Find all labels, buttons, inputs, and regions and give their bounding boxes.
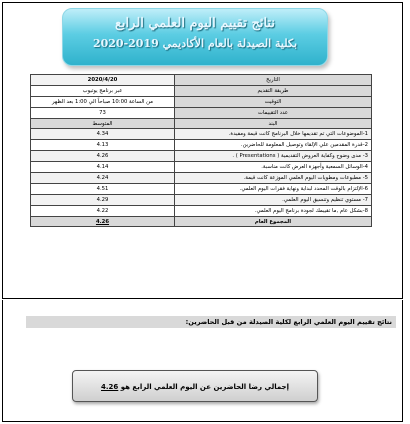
table-row: [31, 162, 372, 173]
info-row-method: [31, 85, 372, 96]
results-table: [30, 74, 372, 227]
average-header: المتوسط: [31, 118, 175, 129]
summary-text: إجمالي رضا الحاضرين عن اليوم العلمي الرابع هو: [120, 383, 289, 391]
item-text: 3- مدى وضوح وكفاية العروض التقديمية ( Presentations ) .: [175, 151, 372, 162]
item-header: البند: [175, 118, 372, 129]
summary-value: 4.26: [101, 383, 119, 391]
table-header: [31, 118, 372, 129]
banner-subtitle: بكلية الصيدلة بالعام الأكاديمي 2019-2020: [92, 37, 298, 50]
item-text: 8-بشكل عام ,ما تقييمك لجودة برنامج اليوم العلمي.: [175, 205, 372, 216]
info-row-time: [31, 96, 372, 107]
info-label: التوقيت: [175, 96, 372, 107]
info-row-count: [31, 107, 372, 118]
summary-box: [72, 370, 318, 402]
info-value: عبر برنامج يوتيوب: [31, 85, 175, 96]
item-score: 4.34: [31, 129, 175, 140]
info-label: عدد التقييمات: [175, 107, 372, 118]
info-value: من الساعة 10:00 صباحاً الي 1:00 بعد الظهر: [31, 96, 175, 107]
title-banner: [62, 8, 328, 66]
table-row: [31, 194, 372, 205]
total-row: [31, 216, 372, 227]
table-row: [31, 140, 372, 151]
item-text: 5- مطبوعات ومطويات اليوم العلمي الموزعة كانت قيمة.: [175, 173, 372, 184]
item-score: 4.26: [31, 151, 175, 162]
item-text: 2-قدرة المقدمين علي الإلقاء وتوصيل المعلومة للحاضرين.: [175, 140, 372, 151]
info-value: 2020/4/20: [31, 75, 175, 86]
total-value: 4.26: [95, 218, 110, 225]
info-label: التاريخ: [175, 75, 372, 86]
info-label: طريقة التقديم: [175, 85, 372, 96]
item-score: 4.14: [31, 162, 175, 173]
item-score: 4.29: [31, 194, 175, 205]
table-row: [31, 205, 372, 216]
item-text: 1-الموضوعات التي تم تقديمها خلال البرنامج كانت قيمة ومفيدة.: [175, 129, 372, 140]
table-row: [31, 183, 372, 194]
section-title: نتائج تقييم اليوم العلمي الرابع لكلية الصيدلة من قبل الحاضرين:: [26, 316, 396, 328]
item-text: 6-الإلتزام بالوقت المحدد لبداية ونهاية فقرات اليوم العلمي.: [175, 183, 372, 194]
item-score: 4.22: [31, 205, 175, 216]
item-text: 4-الوسائل السمعية وأجهزة العرض كانت مناسبة.: [175, 162, 372, 173]
banner-title: نتائج تقييم اليوم العلمي الرابع: [115, 16, 275, 31]
item-score: 4.24: [31, 173, 175, 184]
info-value: 73: [31, 107, 175, 118]
item-text: 7- مستوي تنظيم وتنسيق اليوم العلمي.: [175, 194, 372, 205]
table-row: [31, 173, 372, 184]
item-score: 4.13: [31, 140, 175, 151]
total-label: المجموع العام: [175, 216, 372, 227]
item-score: 4.51: [31, 183, 175, 194]
table-row: [31, 129, 372, 140]
info-row-date: [31, 75, 372, 86]
table-row: [31, 151, 372, 162]
